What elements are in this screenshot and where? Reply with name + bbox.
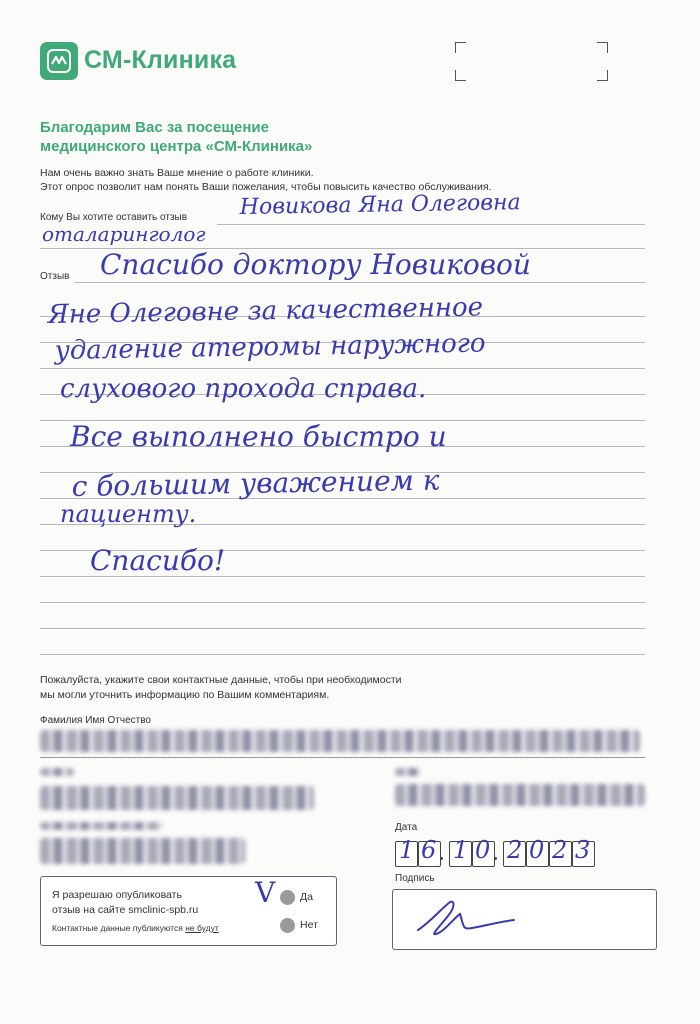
corner-mark-br xyxy=(597,70,608,81)
date-digit: 0 xyxy=(475,836,491,864)
email-redacted xyxy=(395,784,645,806)
consent-text: Я разрешаю опубликовать отзыв на сайте smclinic-spb.ru xyxy=(52,889,199,916)
consent-no-label: Нет xyxy=(300,919,318,931)
review-line: с большим уважением к xyxy=(71,463,440,503)
intro-text: Нам очень важно знать Ваше мнение о работе клиники. Этот опрос позволит нам понять Ваши пожелания, чтобы повысить качество обслуживания. xyxy=(40,167,492,193)
recipient-name: Новикова Яна Олеговна xyxy=(239,190,521,220)
recipient-specialty: оталарингoлог xyxy=(42,222,206,246)
corner-mark-tl xyxy=(455,42,466,53)
phone-redacted xyxy=(40,786,314,810)
consent-yes-label: Да xyxy=(300,891,313,903)
clinic-logo-icon xyxy=(40,42,78,80)
review-line: удаление атеромы наружного xyxy=(54,328,486,366)
signature-label: Подпись xyxy=(395,873,435,884)
review-line: Яне Олеговне за качественное xyxy=(47,292,484,330)
consent-no-radio[interactable] xyxy=(280,918,295,933)
signature-mark xyxy=(410,892,520,944)
phone-label-redacted xyxy=(40,768,74,776)
card-number-redacted xyxy=(40,838,245,864)
recipient-label: Кому Вы хотите оставить отзыв xyxy=(40,212,188,223)
form-heading: Благодарим Вас за посещение медицинского центра «СМ-Клиника» xyxy=(40,119,313,155)
consent-note: Контактные данные публикуются не будут xyxy=(52,923,219,933)
date-digit: 0 xyxy=(529,836,545,864)
date-digit: 1 xyxy=(453,836,469,864)
corner-mark-bl xyxy=(455,70,466,81)
consent-yes-radio[interactable] xyxy=(280,890,295,905)
date-label: Дата xyxy=(395,822,418,833)
date-digit: 2 xyxy=(507,836,523,864)
clinic-logo-text: СМ-Клиника xyxy=(84,46,237,74)
review-line: слухового прохода справа. xyxy=(60,374,427,404)
date-digit: 2 xyxy=(552,836,568,864)
review-line: Все выполнено быстро и xyxy=(70,420,447,453)
date-digit: 6 xyxy=(421,836,437,864)
fio-label: Фамилия Имя Отчество xyxy=(40,715,151,726)
corner-mark-tr xyxy=(597,42,608,53)
consent-checkmark: V xyxy=(255,876,276,909)
review-label: Отзыв xyxy=(40,271,70,282)
contact-instructions: Пожалуйста, укажите свои контактные данные, чтобы при необходимости мы могли уточнить информацию по Вашим комментариям. xyxy=(40,674,402,701)
email-label-redacted xyxy=(395,768,421,776)
card-label-redacted xyxy=(40,822,162,830)
review-line: пациенту. xyxy=(60,500,197,528)
fio-redacted xyxy=(40,730,640,752)
review-line: Спасибо доктору Новиковой xyxy=(100,248,531,281)
date-digit: 1 xyxy=(399,836,415,864)
review-line: Спасибо! xyxy=(90,544,226,577)
date-digit: 3 xyxy=(575,836,591,864)
